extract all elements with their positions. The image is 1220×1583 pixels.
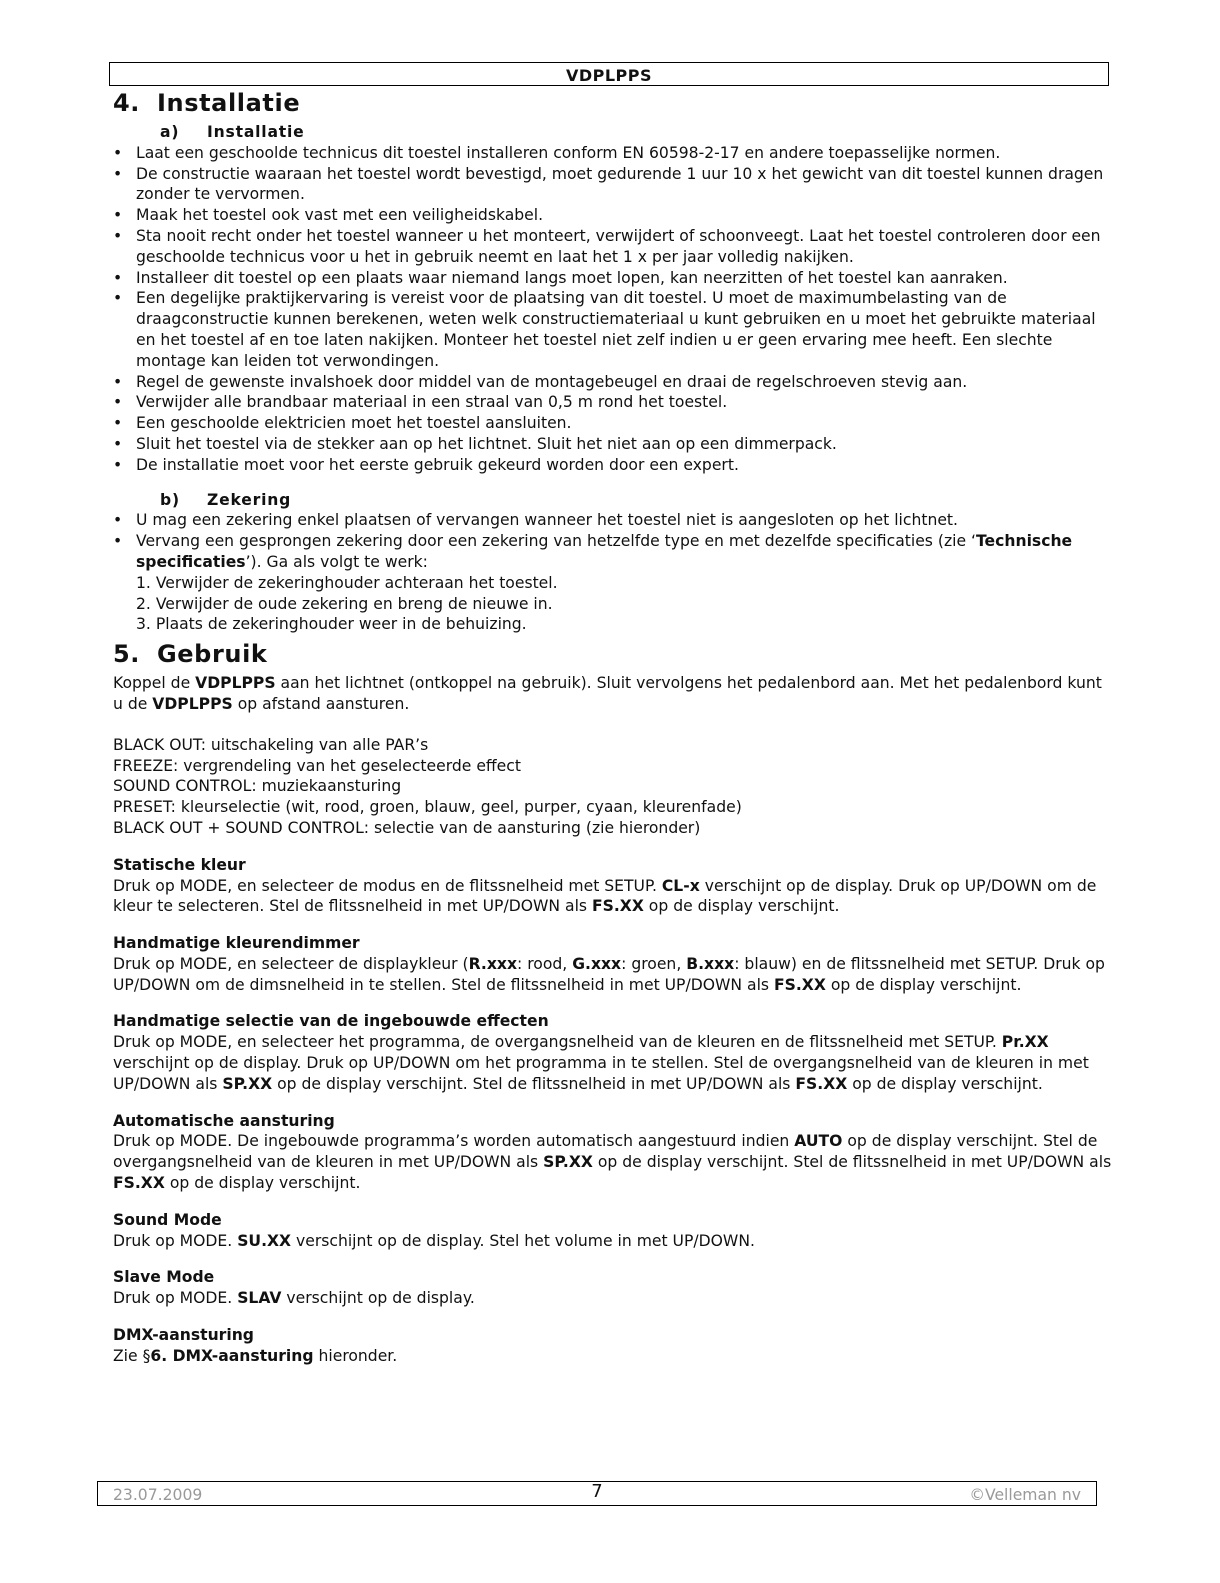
pedal-functions-list	[113, 735, 1113, 839]
display-code: G.xxx	[572, 954, 622, 973]
display-code: AUTO	[794, 1132, 843, 1151]
dmx-control-heading: DMX-aansturing	[113, 1326, 254, 1345]
text-run: : groen,	[621, 954, 687, 973]
list-item: • Sta nooit recht onder het toestel wanneer u het monteert, verwijdert of schoonveegt. Laat het toestel controleren door een geschoolde technicus voor u het in gebruik neemt en laat het 1 x per jaar volledig nakijken.	[113, 226, 1113, 268]
text-run: op de display verschijnt. Stel de flitssnelheid in met UP/DOWN als	[592, 1153, 1112, 1172]
text-run: verschijnt op de display. Stel het volume in met UP/DOWN.	[291, 1231, 755, 1250]
product-code: VDPLPPS	[152, 694, 233, 713]
text-run: : rood,	[517, 954, 573, 973]
subsection-a-number: a)	[160, 123, 180, 141]
function-line: BLACK OUT + SOUND CONTROL: selectie van de aansturing (zie hieronder)	[113, 818, 701, 837]
slave-mode-text	[113, 1288, 1113, 1309]
subsection-b-number: b)	[160, 490, 180, 509]
fuse-text-post: ’). Ga als volgt te werk:	[245, 552, 428, 571]
text-run: Koppel de	[113, 674, 196, 693]
section-reference: 6. DMX-aansturing	[150, 1346, 314, 1365]
list-item: • Een degelijke praktijkervaring is vereist voor de plaatsing van dit toestel. U moet de maximumbelasting van de draagconstructie kunnen berekenen, weten welk constructiemateriaal u kunt gebruiken en u moet het gebruikte materiaal en het toestel af en toe laten nakijken. Monteer het toestel niet zelf indien u er geen ervaring mee heeft. Een slechte montage kan leiden tot verwondingen.	[113, 288, 1113, 371]
display-code: B.xxx	[686, 954, 735, 973]
function-line: PRESET: kleurselectie (wit, rood, groen, blauw, geel, purper, cyaan, kleurenfade)	[113, 798, 742, 817]
manual-dimmer-heading: Handmatige kleurendimmer	[113, 934, 360, 953]
text-run: verschijnt op de display. Druk op UP/DOWN om de kleur te selecteren. Stel de flitssnelheid in met UP/DOWN als	[113, 876, 1097, 916]
section-4-title: Installatie	[157, 89, 301, 117]
list-item: • Verwijder alle brandbaar materiaal in een straal van 0,5 m rond het toestel.	[113, 392, 1113, 413]
text-run: Druk op MODE, en selecteer de modus en de flitssnelheid met SETUP.	[113, 876, 662, 895]
slave-mode-heading: Slave Mode	[113, 1268, 215, 1287]
display-code: CL-x	[661, 876, 700, 895]
list-item: • Regel de gewenste invalshoek door middel van de montagebeugel en draai de regelschroeven stevig aan.	[113, 372, 1113, 393]
text-run: op de display verschijnt.	[847, 1074, 1043, 1093]
list-item: • Installeer dit toestel op een plaats waar niemand langs moet lopen, kan neerzitten of het toestel kan aanraken.	[113, 268, 1113, 289]
dmx-control-text	[113, 1346, 1113, 1367]
display-code: R.xxx	[468, 954, 518, 973]
text-run: Zie §	[113, 1346, 151, 1365]
fuse-text-pre: Vervang een gesprongen zekering door een zekering van hetzelfde type en met dezelfde specificaties (zie ‘	[136, 532, 976, 551]
sound-mode-text	[113, 1231, 1113, 1252]
page-content	[113, 88, 1113, 1367]
page-header	[109, 62, 1109, 86]
installation-bullet-list	[113, 143, 1113, 476]
footer-copyright: ©Velleman nv	[969, 1486, 1081, 1504]
subsection-b-title: Zekering	[207, 490, 292, 509]
text-run: op de display verschijnt.	[825, 975, 1022, 994]
text-run: Druk op MODE, en selecteer de displaykleur (	[113, 954, 469, 973]
text-run: Druk op MODE.	[113, 1289, 238, 1308]
list-item: • Maak het toestel ook vast met een veiligheidskabel.	[113, 205, 1113, 226]
text-run: Druk op MODE, en selecteer het programma, de overgangsnelheid van de kleuren en de flitssnelheid met SETUP.	[113, 1033, 1002, 1052]
text-run: verschijnt op de display. Druk op UP/DOWN om het programma in te stellen. Stel de overgangsnelheid van de kleuren in met UP/DOWN als	[113, 1054, 1089, 1093]
section-4-number: 4.	[113, 89, 141, 117]
list-item: • De installatie moet voor het eerste gebruik gekeurd worden door een expert.	[113, 455, 1113, 476]
text-run: op de display verschijnt.	[643, 897, 840, 916]
text-run: aan het lichtnet (ontkoppel na gebruik). Sluit vervolgens het pedalenbord aan. Met het pedalenbord kunt u de	[113, 674, 1102, 713]
display-code: FS.XX	[795, 1074, 848, 1093]
subsection-a-title: Installatie	[207, 123, 305, 141]
product-code: VDPLPPS	[195, 674, 276, 693]
static-color-heading: Statische kleur	[113, 855, 246, 874]
static-color-text	[113, 876, 1113, 918]
text-run: hieronder.	[313, 1346, 398, 1365]
fuse-steps-list	[113, 573, 1113, 635]
text-run: op de display verschijnt. Stel de overgangsnelheid van de kleuren in met UP/DOWN als	[113, 1132, 1098, 1172]
header-title: VDPLPPS	[565, 66, 653, 85]
text-run: verschijnt op de display.	[281, 1289, 475, 1308]
text-run: : blauw) en de flitssnelheid met SETUP. Druk op UP/DOWN om de dimsnelheid in te stellen. Stel de flitssnelheid in met UP/DOWN als	[113, 954, 1105, 994]
page-footer	[97, 1481, 1097, 1506]
step-item: 2. Verwijder de oude zekering en breng de nieuwe in.	[136, 594, 553, 613]
subsection-b-heading	[113, 490, 1113, 511]
function-line: FREEZE: vergrendeling van het geselecteerde effect	[113, 756, 521, 775]
list-item: • Een geschoolde elektricien moet het toestel aansluiten.	[113, 413, 1113, 434]
auto-control-text	[113, 1131, 1113, 1193]
display-code: SP.XX	[543, 1153, 593, 1172]
usage-intro	[113, 673, 1113, 715]
display-code: SLAV	[237, 1289, 282, 1308]
section-5-number: 5.	[113, 640, 141, 669]
text-run: op de display verschijnt.	[164, 1174, 361, 1193]
list-item: • De constructie waaraan het toestel wordt bevestigd, moet gedurende 1 uur 10 x het gewicht van dit toestel kunnen dragen zonder te vervormen.	[113, 164, 1113, 206]
step-item: 1. Verwijder de zekeringhouder achteraan het toestel.	[136, 573, 558, 592]
manual-effects-heading: Handmatige selectie van de ingebouwde effecten	[113, 1012, 549, 1031]
page-number: 7	[591, 1481, 603, 1502]
manual-effects-text	[113, 1032, 1113, 1094]
auto-control-heading: Automatische aansturing	[113, 1111, 335, 1130]
manual-dimmer-text	[113, 954, 1113, 996]
section-5-heading	[113, 639, 1113, 669]
display-code: FS.XX	[774, 975, 826, 994]
footer-date: 23.07.2009	[113, 1486, 203, 1504]
function-line: BLACK OUT: uitschakeling van alle PAR’s	[113, 735, 429, 754]
display-code: FS.XX	[113, 1174, 165, 1193]
text-run: op de display verschijnt. Stel de flitssnelheid in met UP/DOWN als	[272, 1074, 796, 1093]
display-code: SU.XX	[237, 1231, 292, 1250]
function-line: SOUND CONTROL: muziekaansturing	[113, 777, 402, 796]
step-item: 3. Plaats de zekeringhouder weer in de behuizing.	[136, 615, 527, 634]
text-run: op afstand aansturen.	[232, 694, 410, 713]
text-run: Druk op MODE. De ingebouwde programma’s worden automatisch aangestuurd indien	[113, 1132, 795, 1151]
list-item: • Sluit het toestel via de stekker aan op het lichtnet. Sluit het niet aan op een dimmerpack.	[113, 434, 1113, 455]
display-code: SP.XX	[222, 1074, 273, 1093]
section-5-title: Gebruik	[157, 640, 268, 669]
section-4-heading	[113, 88, 1113, 118]
list-item: • Laat een geschoolde technicus dit toestel installeren conform EN 60598-2-17 en andere toepasselijke normen.	[113, 143, 1113, 164]
display-code: FS.XX	[591, 897, 644, 916]
list-item: • U mag een zekering enkel plaatsen of vervangen wanneer het toestel niet is aangesloten op het lichtnet.	[113, 510, 1113, 531]
sound-mode-heading: Sound Mode	[113, 1210, 222, 1229]
subsection-a-heading	[113, 122, 1113, 143]
fuse-bullet-list	[113, 510, 1113, 572]
display-code: Pr.XX	[1001, 1033, 1049, 1052]
text-run: Druk op MODE.	[113, 1231, 238, 1250]
tech-specs-reference: Technische specificaties	[136, 532, 1073, 571]
list-item	[113, 531, 1113, 573]
